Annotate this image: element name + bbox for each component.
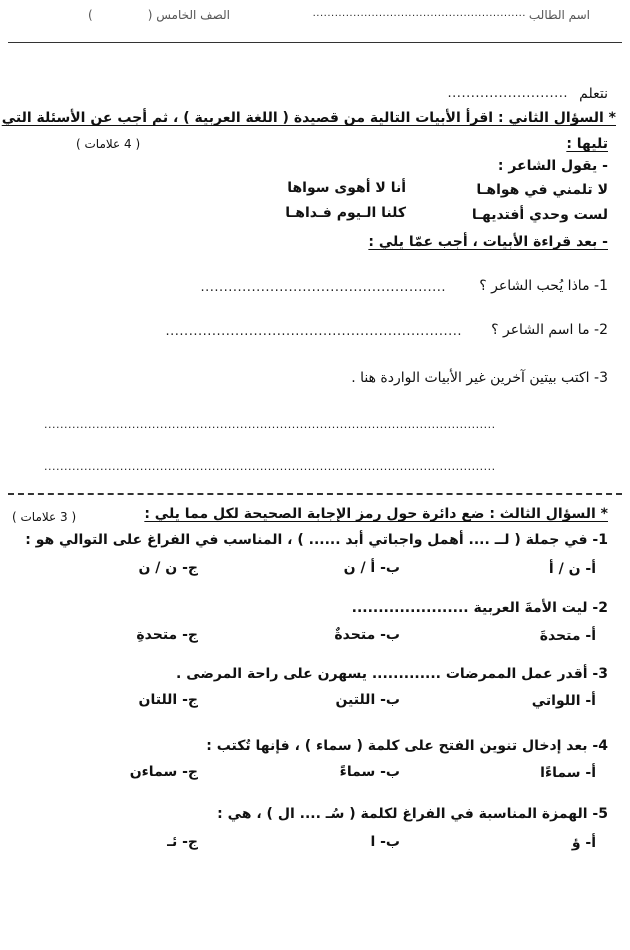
- q2-marks: ( 4 علامات ): [76, 137, 141, 151]
- q2-title-line2: تليها :: [566, 136, 608, 152]
- verse2-left: كلنا الـيوم فـداهـا: [285, 205, 406, 221]
- q3-item-3-a[interactable]: أ- اللواتي: [531, 693, 596, 709]
- q3-title: * السؤال الثالث : ضع دائرة حول رمز الإجابة الصحيحة لكل مما يلي :: [144, 506, 608, 522]
- q3-item-2-a[interactable]: أ- متحدةَ: [539, 628, 596, 644]
- verse2-right: لست وحدي أفتديهـا: [471, 207, 608, 223]
- q3-item-5-b[interactable]: ب- ا: [370, 834, 400, 850]
- q3-item-5: 5- الهمزة المناسبة في الفراغ لكلمة ( سُـ .... ال ) ، هي :: [217, 806, 608, 822]
- q3-item-3-c[interactable]: ج- اللتان: [138, 692, 198, 708]
- q3-item-3: 3- أقدر عمل الممرضات ............. يسهرن على راحة المرضى .: [176, 666, 608, 682]
- q3-item-5-c[interactable]: ج- ئـ: [167, 834, 198, 850]
- grade-label: الصف الخامس (: [147, 8, 230, 22]
- top-label: نتعلم: [579, 86, 608, 102]
- answer-line-2[interactable]: .................................................................................................................: [44, 460, 496, 473]
- header-rule: [8, 42, 622, 43]
- q3-item-1-a[interactable]: أ- ن / أ: [548, 561, 596, 577]
- student-name-label: اسم الطالب: [528, 8, 590, 22]
- answer-line-1[interactable]: .................................................................................................................: [44, 418, 496, 431]
- student-name-dots: ..........................................................: [312, 8, 526, 19]
- grade-close: ): [88, 8, 93, 22]
- q3-item-4-c[interactable]: ج- سماءن: [129, 764, 198, 780]
- top-dots: ..........................: [447, 86, 568, 101]
- q2-item-2-dots[interactable]: ................................................................: [165, 324, 462, 339]
- section-divider: [8, 493, 622, 495]
- q2-item-2: 2- ما اسم الشاعر ؟: [491, 322, 608, 338]
- q3-item-4-a[interactable]: أ- سماءًا: [540, 765, 596, 781]
- after-reading: - بعد قراءة الأبيات ، أجب عمّا يلي :: [368, 234, 608, 250]
- q3-item-2-c[interactable]: ج- متحدةِ: [136, 627, 198, 643]
- q3-item-4: 4- بعد إدخال تنوين الفتح على كلمة ( سماء ) ، فإنها تُكتب :: [206, 738, 608, 754]
- q3-item-5-a[interactable]: أ- ؤ: [571, 835, 596, 851]
- q3-item-3-b[interactable]: ب- اللتين: [335, 692, 400, 708]
- q3-item-1-c[interactable]: ج- ن / ن: [138, 560, 198, 576]
- q2-title-line1: * السؤال الثاني : اقرأ الأبيات التالية من قصيدة ( اللغة العربية ) ، ثم أجب عن الأسئلة التي: [1, 110, 616, 126]
- q3-marks: ( 3 علامات ): [12, 510, 77, 524]
- q3-item-2-b[interactable]: ب- متحدةٌ: [334, 627, 400, 643]
- q2-item-3: 3- اكتب بيتين آخرين غير الأبيات الواردة هنا .: [351, 370, 608, 386]
- q3-item-2: 2- ليت الأمةَ العربية ......................: [351, 600, 608, 616]
- q2-item-1-dots[interactable]: .....................................................: [200, 280, 446, 295]
- q3-item-1: 1- في جملة ( لــ .... أهمل واجباتي أبد ...... ) ، المناسب في الفراغ على التوالي هو :: [25, 532, 608, 548]
- verse1-right: لا تلمني في هواهـا: [476, 182, 608, 198]
- q3-item-4-b[interactable]: ب- سماءً: [339, 764, 400, 780]
- q2-item-1: 1- ماذا يُحب الشاعر ؟: [479, 278, 608, 294]
- q3-item-1-b[interactable]: ب- أ / ن: [343, 560, 400, 576]
- verse1-left: أنا لا أهوى سواها: [287, 180, 406, 196]
- poet-says: - يقول الشاعر :: [497, 158, 608, 174]
